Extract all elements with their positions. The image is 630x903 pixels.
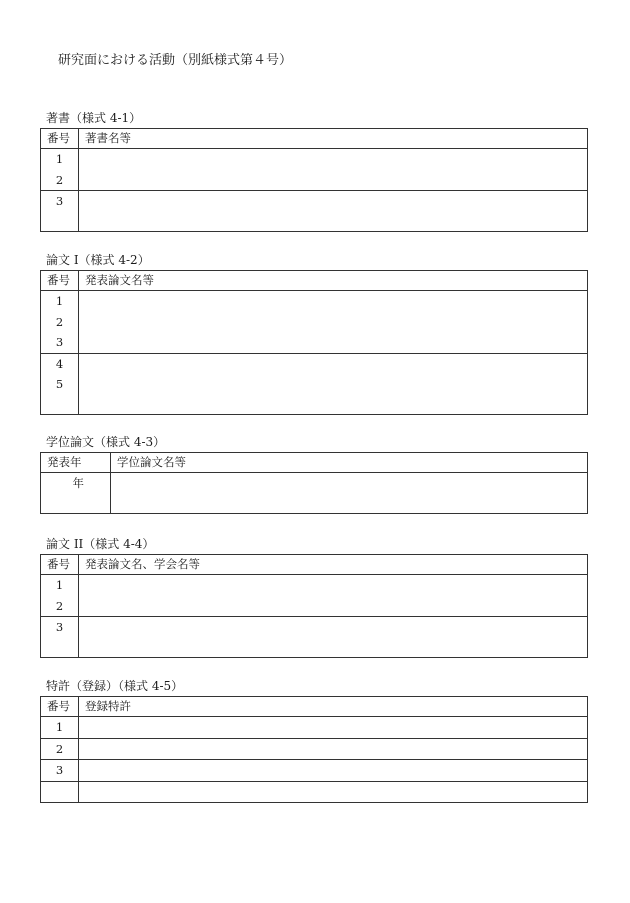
row-number-cell bbox=[41, 781, 79, 803]
row-number: 3 bbox=[55, 620, 64, 634]
title-cell[interactable] bbox=[79, 760, 588, 782]
thesis-table bbox=[40, 452, 588, 514]
patents-table bbox=[40, 696, 588, 803]
patents-heading: 特許（登録）（様式 4-5） bbox=[46, 679, 184, 693]
patents-col-title: 登録特許 bbox=[79, 697, 588, 717]
year-cell[interactable] bbox=[41, 473, 111, 514]
title-cell[interactable] bbox=[79, 738, 588, 760]
table-row bbox=[41, 781, 588, 803]
row-number-cell bbox=[41, 149, 79, 191]
title-cell[interactable] bbox=[79, 353, 588, 414]
row-number: 3 bbox=[55, 335, 64, 349]
books-col-title: 著書名等 bbox=[79, 129, 588, 149]
title-cell[interactable] bbox=[79, 191, 588, 232]
papers1-col-title: 発表論文名等 bbox=[79, 271, 588, 291]
table-row bbox=[41, 738, 588, 760]
table-row bbox=[41, 149, 588, 191]
table-row bbox=[41, 291, 588, 354]
row-number-cell bbox=[41, 717, 79, 739]
row-number bbox=[41, 782, 78, 803]
title-cell[interactable] bbox=[79, 717, 588, 739]
papers2-heading: 論文 II（様式 4-4） bbox=[46, 537, 155, 551]
books-header-row bbox=[41, 129, 588, 149]
papers1-col-no: 番号 bbox=[41, 271, 79, 291]
row-number: 3 bbox=[55, 194, 64, 208]
row-number: 2 bbox=[55, 172, 64, 187]
row-number-cell bbox=[41, 291, 79, 354]
papers2-col-no: 番号 bbox=[41, 555, 79, 575]
patents-header-row bbox=[41, 697, 588, 717]
table-row bbox=[41, 575, 588, 617]
table-row bbox=[41, 760, 588, 782]
thesis-header-row bbox=[41, 453, 588, 473]
books-col-no: 番号 bbox=[41, 129, 79, 149]
row-number-cell bbox=[41, 738, 79, 760]
papers2-header-row bbox=[41, 555, 588, 575]
row-number: 1 bbox=[55, 294, 64, 308]
papers2-col-title: 発表論文名、学会名等 bbox=[79, 555, 588, 575]
thesis-col-year: 発表年 bbox=[41, 453, 111, 473]
papers1-heading: 論文 I（様式 4-2） bbox=[46, 253, 150, 267]
title-cell[interactable] bbox=[79, 575, 588, 617]
table-row bbox=[41, 353, 588, 414]
row-number: 1 bbox=[55, 578, 64, 592]
thesis-heading: 学位論文（様式 4-3） bbox=[46, 435, 166, 449]
row-number: 2 bbox=[55, 314, 64, 329]
title-cell[interactable] bbox=[79, 291, 588, 354]
table-row bbox=[41, 191, 588, 232]
thesis-col-title: 学位論文名等 bbox=[111, 453, 588, 473]
papers1-table bbox=[40, 270, 588, 415]
row-number-cell bbox=[41, 617, 79, 658]
row-number-cell bbox=[41, 191, 79, 232]
papers1-header-row bbox=[41, 271, 588, 291]
row-number-cell bbox=[41, 760, 79, 782]
row-number: 1 bbox=[55, 152, 64, 166]
title-cell[interactable] bbox=[79, 617, 588, 658]
title-cell[interactable] bbox=[79, 149, 588, 191]
patents-col-no: 番号 bbox=[41, 697, 79, 717]
row-number-cell bbox=[41, 353, 79, 414]
row-number: 5 bbox=[55, 377, 64, 391]
title-cell[interactable] bbox=[111, 473, 588, 514]
page-title: 研究面における活動（別紙様式第４号） bbox=[58, 53, 293, 68]
row-number: 2 bbox=[55, 741, 64, 756]
table-row bbox=[41, 473, 588, 514]
table-row bbox=[41, 617, 588, 658]
row-number-cell bbox=[41, 575, 79, 617]
papers2-table bbox=[40, 554, 588, 658]
row-number: 3 bbox=[55, 763, 64, 777]
row-number: 2 bbox=[55, 598, 64, 613]
row-number: 4 bbox=[55, 356, 64, 371]
books-heading: 著書（様式 4-1） bbox=[46, 111, 142, 125]
year-unit: 年 bbox=[72, 476, 84, 490]
title-cell[interactable] bbox=[79, 781, 588, 803]
books-table bbox=[40, 128, 588, 232]
row-number: 1 bbox=[55, 720, 64, 734]
table-row bbox=[41, 717, 588, 739]
